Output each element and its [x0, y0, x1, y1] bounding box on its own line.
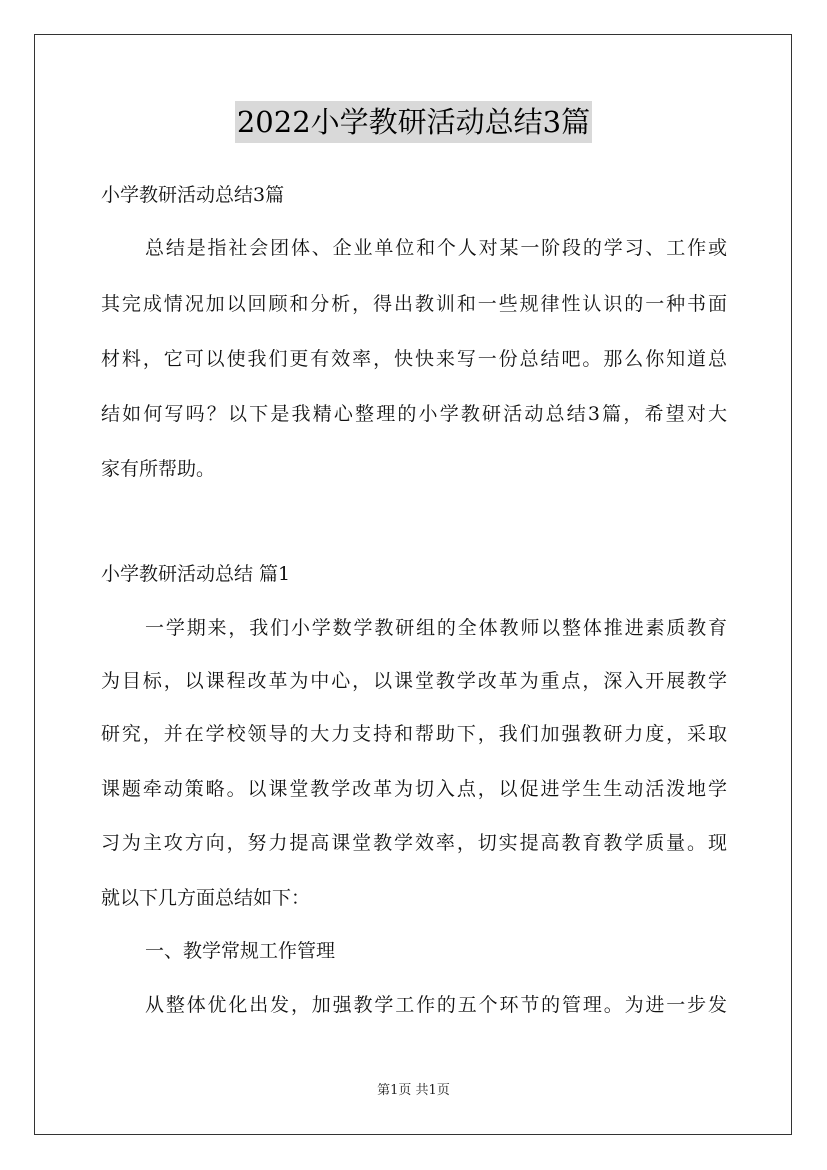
document-title: 2022小学教研活动总结3篇 — [235, 101, 592, 143]
section-line: 习为主攻方向，努力提高课堂教学效率，切实提高教育教学质量。现 — [101, 832, 727, 854]
section-heading: 小学教研活动总结 篇1 — [101, 563, 291, 585]
subheading: 一、教学常规工作管理 — [145, 940, 336, 962]
page-footer: 第1页 共1页 — [377, 1083, 450, 1098]
section-line: 课题牵动策略。以课堂教学改革为切入点，以促进学生生动活泼地学 — [101, 778, 727, 800]
section-line: 一学期来，我们小学数学教研组的全体教师以整体推进素质教育 — [145, 617, 727, 639]
intro-line: 其完成情况加以回顾和分析，得出教训和一些规律性认识的一种书面 — [101, 293, 727, 315]
section-line: 就以下几方面总结如下： — [101, 887, 311, 909]
intro-line: 总结是指社会团体、企业单位和个人对某一阶段的学习、工作或 — [145, 237, 727, 259]
section-line: 研究，并在学校领导的大力支持和帮助下，我们加强教研力度，采取 — [101, 723, 727, 745]
title-container — [0, 101, 827, 143]
intro-line: 结如何写吗？以下是我精心整理的小学教研活动总结3篇，希望对大 — [101, 403, 727, 425]
intro-line: 材料，它可以使我们更有效率，快快来写一份总结吧。那么你知道总 — [101, 348, 727, 370]
document-subtitle: 小学教研活动总结3篇 — [101, 184, 285, 206]
section-line: 为目标，以课程改革为中心，以课堂教学改革为重点，深入开展教学 — [101, 670, 727, 692]
intro-line: 家有所帮助。 — [101, 458, 216, 480]
body-line: 从整体优化出发，加强教学工作的五个环节的管理。为进一步发 — [145, 994, 727, 1016]
